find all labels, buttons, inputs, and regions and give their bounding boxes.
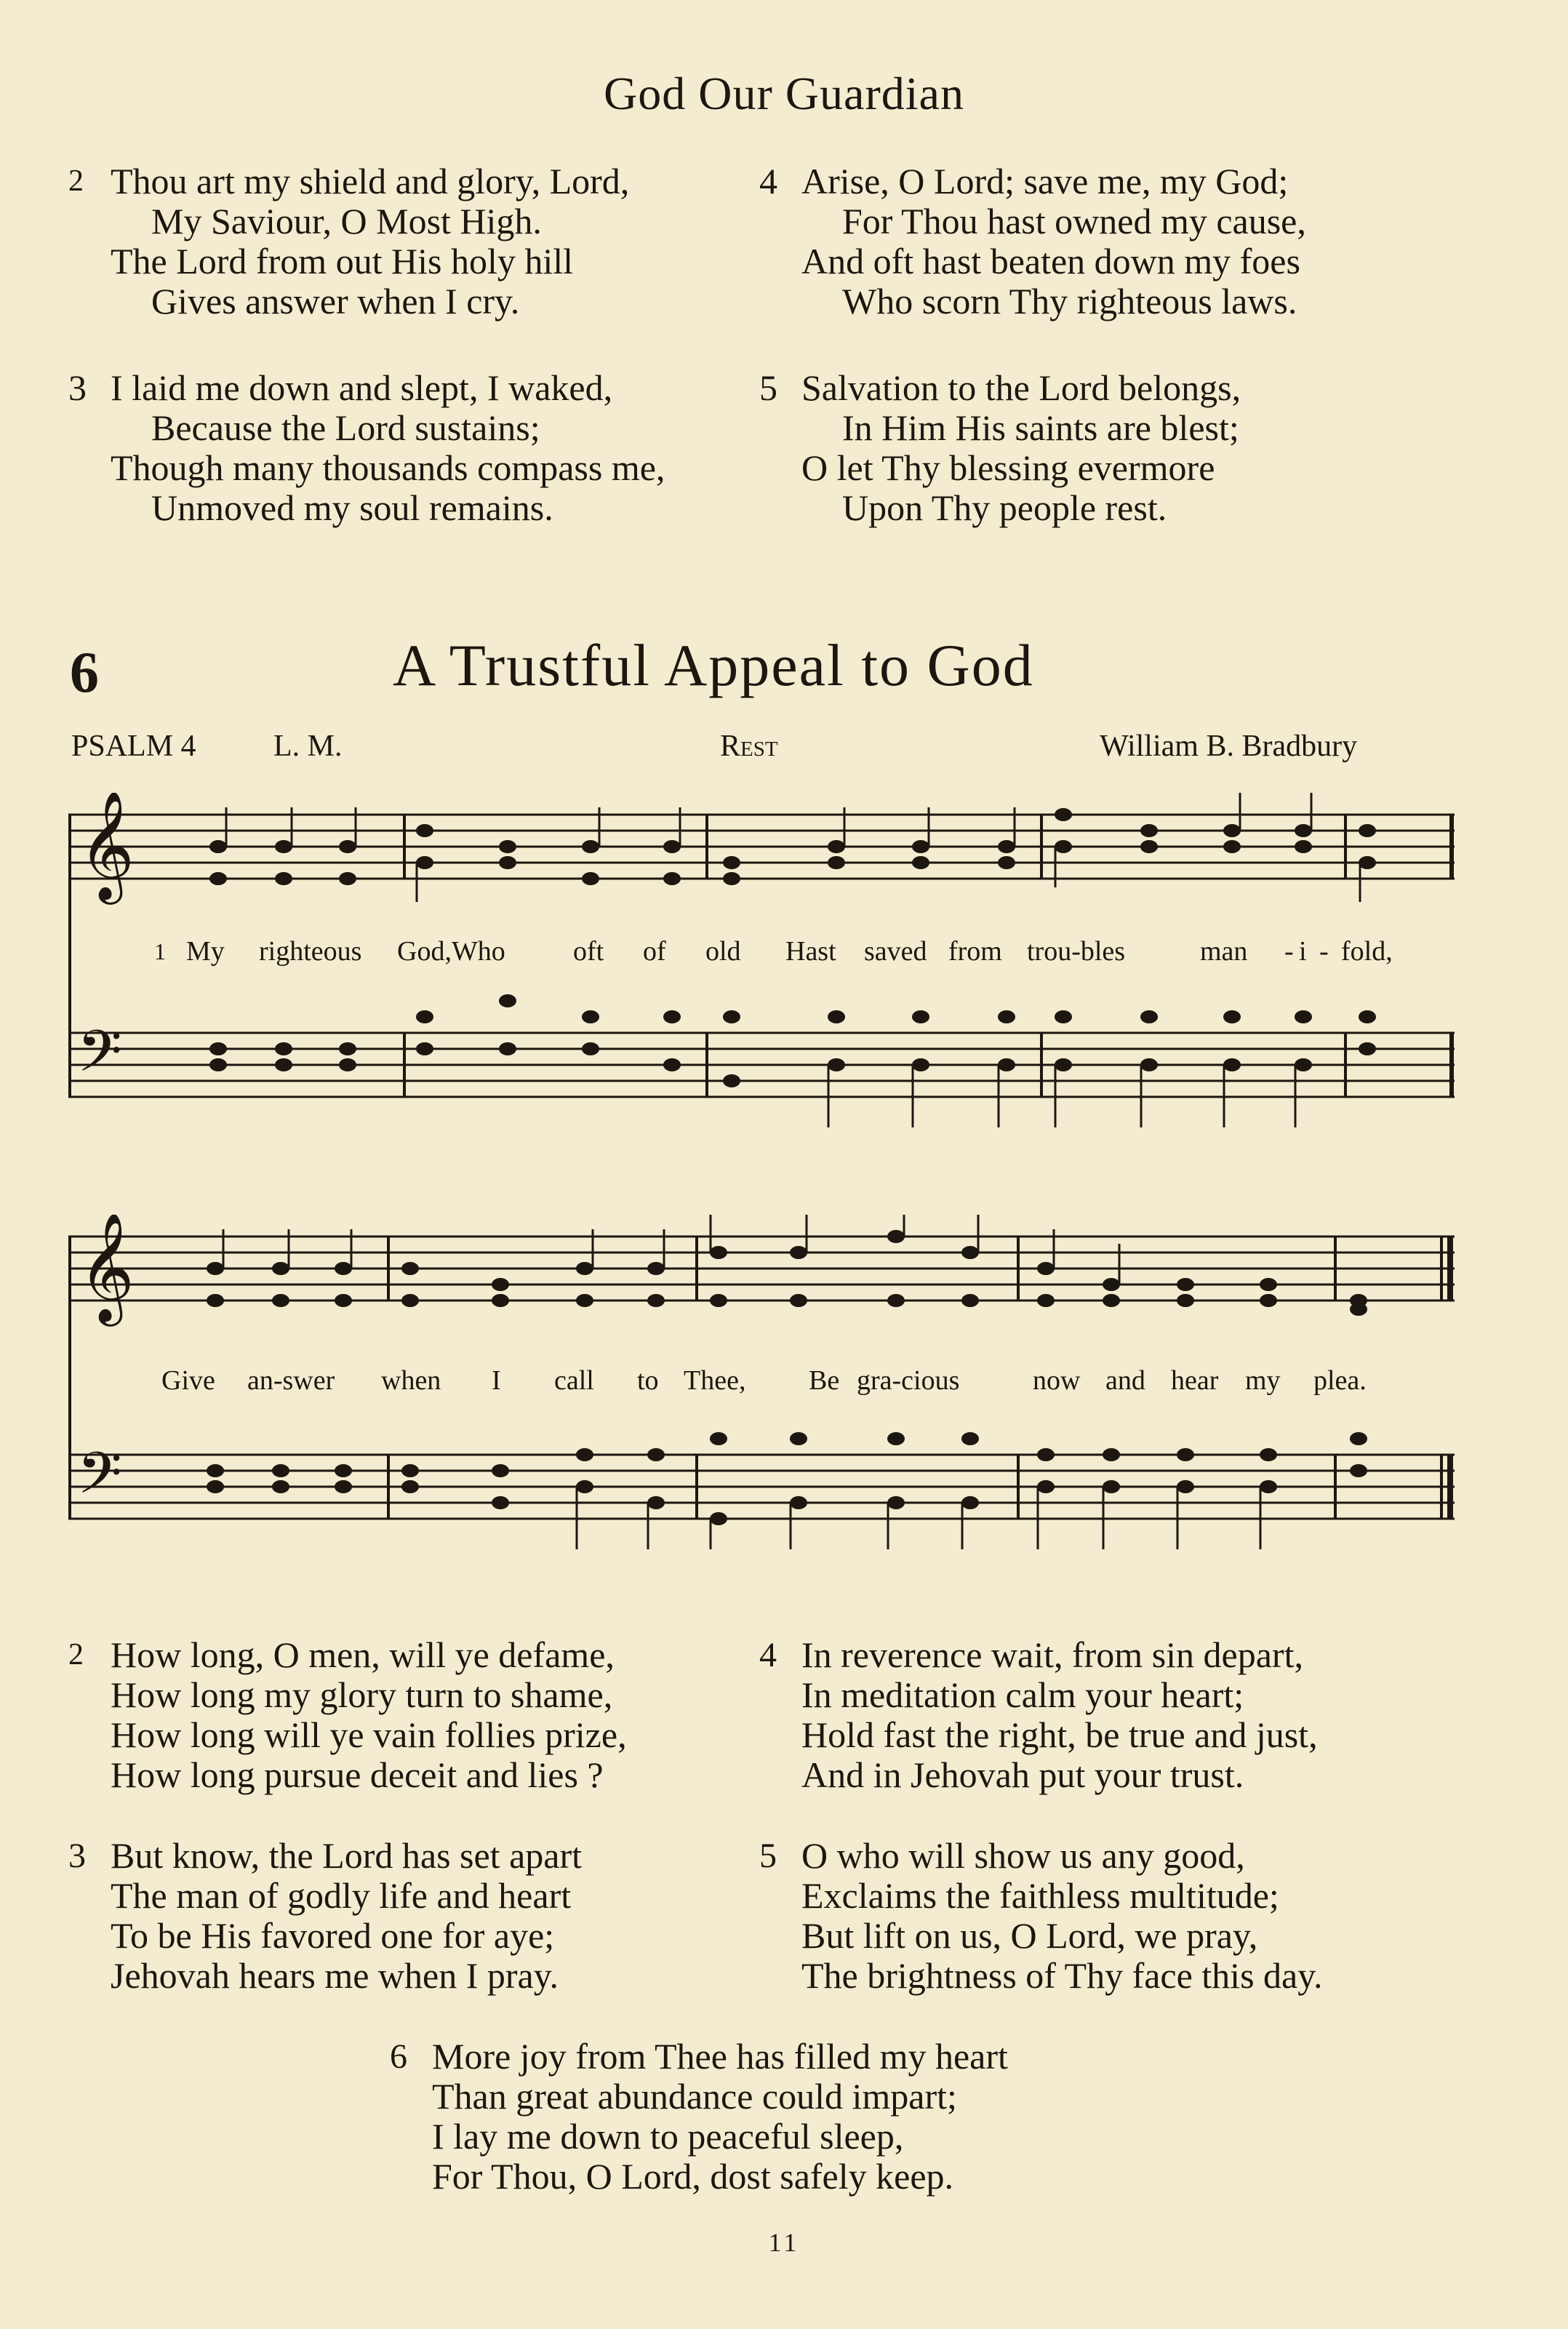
stanza-line: Salvation to the Lord belongs, <box>801 367 1241 408</box>
stanza-2 <box>68 1634 627 1795</box>
lyric-syllable: saved <box>864 936 927 967</box>
stanza-line: The brightness of Thy face this day. <box>801 1955 1323 1996</box>
treble-stems <box>223 1215 1119 1285</box>
tune-name: Rest <box>720 730 778 763</box>
bass-notes <box>207 1432 1367 1525</box>
stanza-4 <box>759 1634 1318 1795</box>
bass-clef-icon: 𝄢 <box>77 1018 122 1099</box>
bass-notes <box>209 994 1376 1087</box>
lyric-syllable: an-swer <box>247 1365 335 1396</box>
lyric-syllable: oft <box>573 936 604 967</box>
stanza-line: How long will ye vain follies prize, <box>111 1714 627 1755</box>
stanza-line: O let Thy blessing evermore <box>801 447 1215 488</box>
stanza-line: And oft hast beaten down my foes <box>801 241 1300 281</box>
stanza-line: Arise, O Lord; save me, my God; <box>801 161 1289 201</box>
stanza-line: Hold fast the right, be true and just, <box>801 1714 1318 1755</box>
hymn-number: 6 <box>70 641 99 705</box>
music-system-2 <box>0 1215 1568 1578</box>
lyric-syllable: Thee, <box>684 1365 746 1396</box>
lyric-syllable: gra-cious <box>857 1365 960 1396</box>
psalm-reference: PSALM 4 <box>71 730 196 763</box>
meter: L. M. <box>273 730 343 763</box>
stanza-line: I lay me down to peaceful sleep, <box>432 2116 904 2157</box>
stanza-line: Than great abundance could impart; <box>432 2076 957 2117</box>
stanza-line: For Thou, O Lord, dost safely keep. <box>432 2156 954 2197</box>
stanza-line: Upon Thy people rest. <box>842 487 1167 528</box>
stanza-3 <box>68 1835 582 1996</box>
lyric-syllable: old <box>705 936 741 967</box>
lyric-syllable: Give <box>161 1365 215 1396</box>
lyric-syllable: My <box>186 936 225 967</box>
stanza-line: Thou art my shield and glory, Lord, <box>111 161 630 201</box>
stanza-line: In reverence wait, from sin depart, <box>801 1634 1303 1675</box>
lyric-syllable: and <box>1105 1365 1145 1396</box>
stanza-number: 4 <box>759 161 777 201</box>
stanza-number: 5 <box>759 367 777 408</box>
lyric-hyphen: - <box>1284 936 1294 967</box>
lyric-syllable: to <box>637 1365 659 1396</box>
bass-clef-icon: 𝄢 <box>77 1439 122 1521</box>
lyric-syllable: when <box>381 1365 441 1396</box>
prev-stanza-4 <box>759 161 1306 321</box>
running-head: God Our Guardian <box>604 68 964 119</box>
page-number: 11 <box>768 2228 800 2257</box>
composer: William B. Bradbury <box>1100 730 1358 763</box>
stanza-line: Jehovah hears me when I pray. <box>111 1955 559 1996</box>
lyric-syllable: of <box>643 936 666 967</box>
lyric-syllable: now <box>1033 1365 1081 1396</box>
lyric-syllable: plea. <box>1313 1365 1367 1396</box>
lyric-syllable: i <box>1299 936 1307 967</box>
stanza-line: For Thou hast owned my cause, <box>842 201 1306 241</box>
lyric-syllable: my <box>1245 1365 1281 1396</box>
stanza-line: The Lord from out His holy hill <box>111 241 574 281</box>
lyric-syllable: call <box>554 1365 594 1396</box>
stanza-line: Because the Lord sustains; <box>151 407 540 448</box>
treble-clef-icon: 𝄞 <box>79 1215 135 1322</box>
stanza-line: How long my glory turn to shame, <box>111 1674 613 1715</box>
stanza-line: But lift on us, O Lord, we pray, <box>801 1915 1258 1956</box>
stanza-line: Though many thousands compass me, <box>111 447 665 488</box>
stanza-number: 3 <box>68 1837 86 1875</box>
lyric-verse-number: 1 <box>154 938 166 964</box>
treble-clef-icon: 𝄞 <box>79 793 135 900</box>
stanza-line: In Him His saints are blest; <box>842 407 1239 448</box>
stanza-number: 4 <box>759 1636 777 1674</box>
stanza-line: More joy from Thee has filled my heart <box>432 2036 1008 2077</box>
stanza-line: My Saviour, O Most High. <box>151 201 542 241</box>
stanza-number: 6 <box>390 2037 407 2076</box>
stanza-line: The man of godly life and heart <box>111 1875 572 1916</box>
lyric-hyphen: - <box>1319 936 1329 967</box>
stanza-line: O who will show us any good, <box>801 1835 1245 1876</box>
prev-stanza-3 <box>68 367 665 528</box>
music-system-1 <box>0 793 1568 1156</box>
stanza-line: How long pursue deceit and lies ? <box>111 1754 604 1795</box>
stanza-number: 3 <box>68 367 87 408</box>
lyric-syllable: from <box>948 936 1002 967</box>
stanza-6 <box>390 2036 1008 2197</box>
stanza-line: Exclaims the faithless multitude; <box>801 1875 1279 1916</box>
prev-stanza-2 <box>68 161 630 321</box>
lyric-syllable: Be <box>809 1365 840 1396</box>
treble-notes <box>207 1230 1367 1316</box>
lyric-syllable: Hast <box>785 936 836 967</box>
lyric-syllable: God,Who <box>397 936 505 967</box>
lyric-syllable: trou-bles <box>1027 936 1126 967</box>
stanza-line: Gives answer when I cry. <box>151 281 520 321</box>
stanza-line: In meditation calm your heart; <box>801 1674 1244 1715</box>
stanza-line: I laid me down and slept, I waked, <box>111 367 613 408</box>
lyric-syllable: righteous <box>259 936 362 967</box>
stanza-line: How long, O men, will ye defame, <box>111 1634 615 1675</box>
stanza-5 <box>759 1835 1323 1996</box>
stanza-line: Who scorn Thy righteous laws. <box>842 281 1297 321</box>
stanza-line: To be His favored one for aye; <box>111 1915 555 1956</box>
stanza-number: 5 <box>759 1837 777 1875</box>
lyric-syllable: hear <box>1171 1365 1219 1396</box>
stanza-number: 2 <box>68 164 84 198</box>
prev-stanza-5 <box>759 367 1241 528</box>
lyric-syllable: man <box>1200 936 1248 967</box>
lyric-syllable: I <box>492 1365 501 1396</box>
lyric-syllable: fold, <box>1341 936 1393 967</box>
stanza-number: 2 <box>68 1638 84 1671</box>
stanza-line: Unmoved my soul remains. <box>151 487 553 528</box>
hymn-title: A Trustful Appeal to God <box>393 632 1034 698</box>
stanza-line: And in Jehovah put your trust. <box>801 1754 1244 1795</box>
stanza-line: But know, the Lord has set apart <box>111 1835 582 1876</box>
